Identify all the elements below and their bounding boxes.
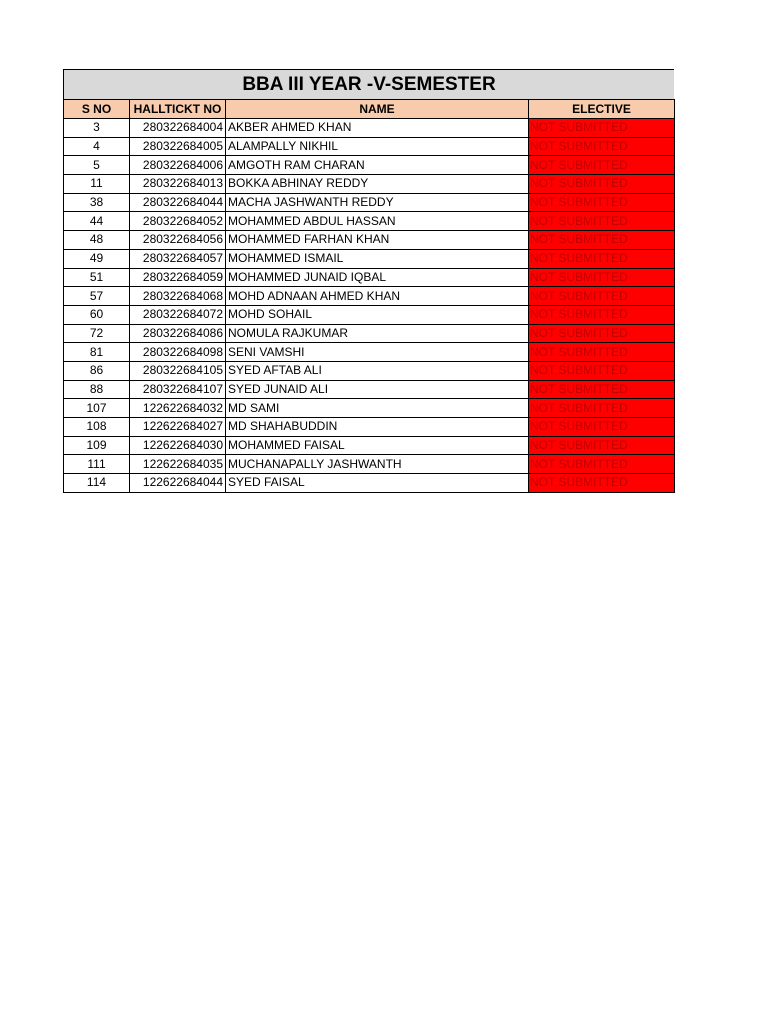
cell-sno: 44 bbox=[64, 212, 130, 231]
table-row bbox=[64, 305, 675, 324]
cell-sno: 38 bbox=[64, 193, 130, 212]
header-name: NAME bbox=[226, 100, 529, 119]
cell-name: MD SHAHABUDDIN bbox=[226, 418, 529, 437]
cell-sno: 51 bbox=[64, 268, 130, 287]
cell-hallticket: 280322684086 bbox=[130, 324, 226, 343]
table-row bbox=[64, 193, 675, 212]
cell-sno: 111 bbox=[64, 455, 130, 474]
table-row bbox=[64, 175, 675, 194]
table-row bbox=[64, 287, 675, 306]
cell-elective: NOT SUBMITTED bbox=[529, 399, 675, 418]
cell-hallticket: 122622684035 bbox=[130, 455, 226, 474]
cell-sno: 48 bbox=[64, 231, 130, 250]
table-row bbox=[64, 399, 675, 418]
cell-elective: NOT SUBMITTED bbox=[529, 193, 675, 212]
cell-hallticket: 280322684098 bbox=[130, 343, 226, 362]
cell-name: MD SAMI bbox=[226, 399, 529, 418]
cell-elective: NOT SUBMITTED bbox=[529, 380, 675, 399]
header-sno: S NO bbox=[64, 100, 130, 119]
cell-elective: NOT SUBMITTED bbox=[529, 231, 675, 250]
cell-hallticket: 280322684068 bbox=[130, 287, 226, 306]
cell-hallticket: 280322684006 bbox=[130, 156, 226, 175]
cell-name: MOHAMMED ABDUL HASSAN bbox=[226, 212, 529, 231]
cell-name: NOMULA RAJKUMAR bbox=[226, 324, 529, 343]
header-hallticket: HALLTICKT NO bbox=[130, 100, 226, 119]
table-row bbox=[64, 474, 675, 493]
cell-elective: NOT SUBMITTED bbox=[529, 305, 675, 324]
cell-hallticket: 280322684059 bbox=[130, 268, 226, 287]
cell-sno: 72 bbox=[64, 324, 130, 343]
table-row bbox=[64, 455, 675, 474]
cell-sno: 60 bbox=[64, 305, 130, 324]
cell-name: MOHAMMED FAISAL bbox=[226, 436, 529, 455]
table-row bbox=[64, 268, 675, 287]
table-row bbox=[64, 436, 675, 455]
table-row bbox=[64, 380, 675, 399]
cell-name: ALAMPALLY NIKHIL bbox=[226, 137, 529, 156]
cell-hallticket: 122622684044 bbox=[130, 474, 226, 493]
cell-sno: 88 bbox=[64, 380, 130, 399]
cell-hallticket: 280322684057 bbox=[130, 249, 226, 268]
cell-elective: NOT SUBMITTED bbox=[529, 249, 675, 268]
cell-sno: 107 bbox=[64, 399, 130, 418]
cell-elective: NOT SUBMITTED bbox=[529, 212, 675, 231]
cell-sno: 86 bbox=[64, 361, 130, 380]
student-table bbox=[63, 99, 675, 493]
cell-hallticket: 280322684005 bbox=[130, 137, 226, 156]
table-row bbox=[64, 231, 675, 250]
cell-elective: NOT SUBMITTED bbox=[529, 287, 675, 306]
cell-elective: NOT SUBMITTED bbox=[529, 324, 675, 343]
header-row bbox=[64, 100, 675, 119]
table-row bbox=[64, 249, 675, 268]
cell-name: MOHAMMED ISMAIL bbox=[226, 249, 529, 268]
cell-sno: 57 bbox=[64, 287, 130, 306]
table-row bbox=[64, 324, 675, 343]
cell-name: BOKKA ABHINAY REDDY bbox=[226, 175, 529, 194]
cell-elective: NOT SUBMITTED bbox=[529, 436, 675, 455]
cell-hallticket: 280322684105 bbox=[130, 361, 226, 380]
table-row bbox=[64, 418, 675, 437]
cell-sno: 5 bbox=[64, 156, 130, 175]
cell-hallticket: 280322684052 bbox=[130, 212, 226, 231]
cell-hallticket: 122622684027 bbox=[130, 418, 226, 437]
cell-name: MACHA JASHWANTH REDDY bbox=[226, 193, 529, 212]
cell-elective: NOT SUBMITTED bbox=[529, 156, 675, 175]
cell-name: SYED FAISAL bbox=[226, 474, 529, 493]
cell-hallticket: 280322684013 bbox=[130, 175, 226, 194]
table-row bbox=[64, 212, 675, 231]
cell-elective: NOT SUBMITTED bbox=[529, 418, 675, 437]
cell-name: MOHD ADNAAN AHMED KHAN bbox=[226, 287, 529, 306]
cell-elective: NOT SUBMITTED bbox=[529, 455, 675, 474]
cell-hallticket: 122622684030 bbox=[130, 436, 226, 455]
cell-elective: NOT SUBMITTED bbox=[529, 268, 675, 287]
table-row bbox=[64, 361, 675, 380]
cell-sno: 4 bbox=[64, 137, 130, 156]
cell-sno: 11 bbox=[64, 175, 130, 194]
table-row bbox=[64, 119, 675, 138]
cell-elective: NOT SUBMITTED bbox=[529, 175, 675, 194]
cell-elective: NOT SUBMITTED bbox=[529, 119, 675, 138]
cell-hallticket: 280322684044 bbox=[130, 193, 226, 212]
cell-name: MUCHANAPALLY JASHWANTH bbox=[226, 455, 529, 474]
cell-name: MOHD SOHAIL bbox=[226, 305, 529, 324]
cell-name: SENI VAMSHI bbox=[226, 343, 529, 362]
cell-sno: 81 bbox=[64, 343, 130, 362]
cell-elective: NOT SUBMITTED bbox=[529, 343, 675, 362]
table-row bbox=[64, 137, 675, 156]
table-row bbox=[64, 343, 675, 362]
cell-sno: 108 bbox=[64, 418, 130, 437]
cell-sno: 109 bbox=[64, 436, 130, 455]
cell-sno: 49 bbox=[64, 249, 130, 268]
cell-elective: NOT SUBMITTED bbox=[529, 137, 675, 156]
cell-hallticket: 280322684072 bbox=[130, 305, 226, 324]
sheet-title: BBA III YEAR -V-SEMESTER bbox=[63, 69, 674, 99]
cell-name: AMGOTH RAM CHARAN bbox=[226, 156, 529, 175]
cell-hallticket: 280322684004 bbox=[130, 119, 226, 138]
cell-name: SYED JUNAID ALI bbox=[226, 380, 529, 399]
cell-elective: NOT SUBMITTED bbox=[529, 474, 675, 493]
table-row bbox=[64, 156, 675, 175]
header-elective: ELECTIVE bbox=[529, 100, 675, 119]
cell-sno: 114 bbox=[64, 474, 130, 493]
cell-hallticket: 122622684032 bbox=[130, 399, 226, 418]
cell-hallticket: 280322684107 bbox=[130, 380, 226, 399]
cell-elective: NOT SUBMITTED bbox=[529, 361, 675, 380]
cell-name: AKBER AHMED KHAN bbox=[226, 119, 529, 138]
cell-name: MOHAMMED JUNAID IQBAL bbox=[226, 268, 529, 287]
cell-name: MOHAMMED FARHAN KHAN bbox=[226, 231, 529, 250]
cell-name: SYED AFTAB ALI bbox=[226, 361, 529, 380]
cell-sno: 3 bbox=[64, 119, 130, 138]
cell-hallticket: 280322684056 bbox=[130, 231, 226, 250]
spreadsheet bbox=[63, 69, 674, 493]
